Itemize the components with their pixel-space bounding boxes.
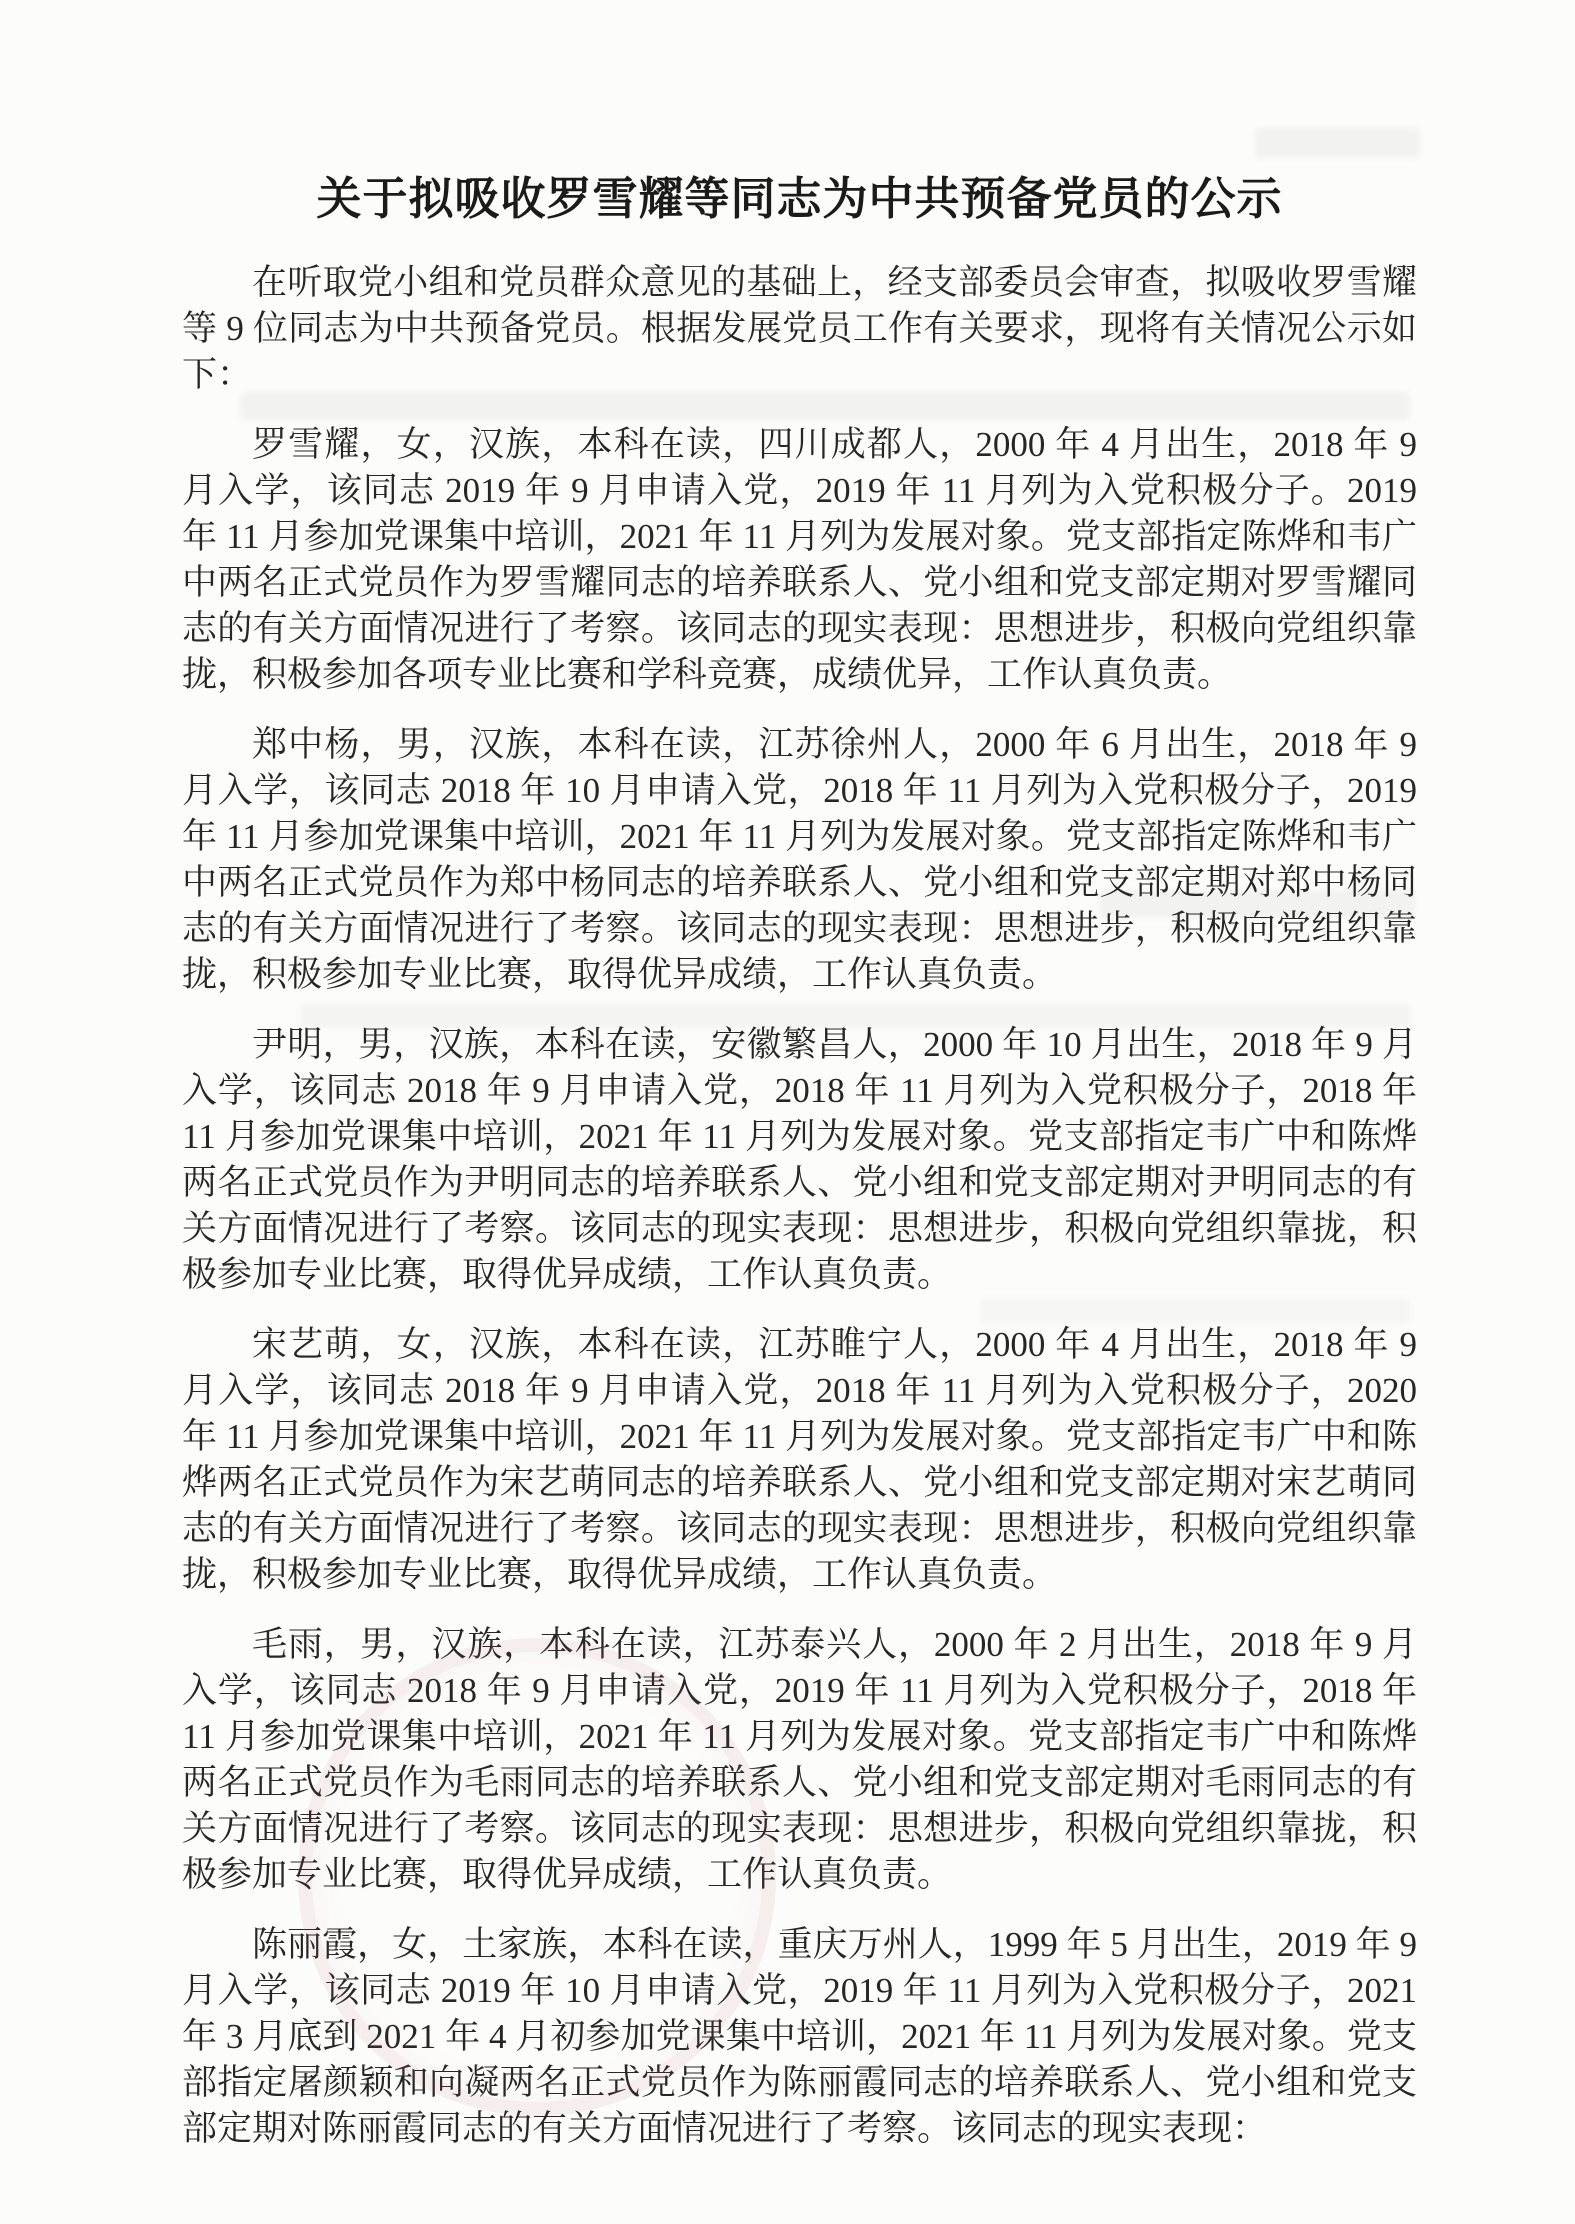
profile-paragraph-chen-lixia: 陈丽霞，女，土家族，本科在读，重庆万州人，1999 年 5 月出生，2019 年 9 月入学，该同志 2019 年 10 月申请入党，2019 年 11 月列为入党积极分子，2021 年 3 月底到 2021 年 4 月初参加党课集中培训，2021 年 11 月列为发展对象。党支部指定屠颜颖和向凝两名正式党员作为陈丽霞同志的培养联系人、党小组和党支部定期对陈丽霞同志的有关方面情况进行了考察。该同志的现实表现：: [182, 1925, 1417, 2148]
profile-paragraph-luo-xueyao: 罗雪耀，女，汉族，本科在读，四川成都人，2000 年 4 月出生，2018 年 9 月入学，该同志 2019 年 9 月申请入党，2019 年 11 月列为入党积极分子。2019 年 11 月参加党课集中培训，2021 年 11 月列为发展对象。党支部指定陈烨和韦广中两名正式党员作为罗雪耀同志的培养联系人、党小组和党支部定期对罗雪耀同志的有关方面情况进行了考察。该同志的现实表现：思想进步，积极向党组织靠拢，积极参加各项专业比赛和学科竞赛，成绩优异，工作认真负责。: [182, 425, 1417, 694]
profile-paragraph-mao-yu: 毛雨，男，汉族，本科在读，江苏泰兴人，2000 年 2 月出生，2018 年 9 月入学，该同志 2018 年 9 月申请入党，2019 年 11 月列为入党积极分子，2018 年 11 月参加党课集中培训，2021 年 11 月列为发展对象。党支部指定韦广中和陈烨两名正式党员作为毛雨同志的培养联系人、党小组和党支部定期对毛雨同志的有关方面情况进行了考察。该同志的现实表现：思想进步，积极向党组织靠拢，积极参加专业比赛，取得优异成绩，工作认真负责。: [182, 1625, 1417, 1894]
profile-paragraph-zheng-zhongyang: 郑中杨，男，汉族，本科在读，江苏徐州人，2000 年 6 月出生，2018 年 9 月入学，该同志 2018 年 10 月申请入党，2018 年 11 月列为入党积极分子，2019 年 11 月参加党课集中培训，2021 年 11 月列为发展对象。党支部指定陈烨和韦广中两名正式党员作为郑中杨同志的培养联系人、党小组和党支部定期对郑中杨同志的有关方面情况进行了考察。该同志的现实表现：思想进步，积极向党组织靠拢，积极参加专业比赛，取得优异成绩，工作认真负责。: [182, 725, 1417, 994]
intro-paragraph: 在听取党小组和党员群众意见的基础上，经支部委员会审查，拟吸收罗雪耀等 9 位同志为中共预备党员。根据发展党员工作有关要求，现将有关情况公示如下：: [182, 263, 1417, 394]
profile-paragraph-yin-ming: 尹明，男，汉族，本科在读，安徽繁昌人，2000 年 10 月出生，2018 年 9 月入学，该同志 2018 年 9 月申请入党，2018 年 11 月列为入党积极分子，2018 年 11 月参加党课集中培训，2021 年 11 月列为发展对象。党支部指定韦广中和陈烨两名正式党员作为尹明同志的培养联系人、党小组和党支部定期对尹明同志的有关方面情况进行了考察。该同志的现实表现：思想进步，积极向党组织靠拢，积极参加专业比赛，取得优异成绩，工作认真负责。: [182, 1025, 1417, 1294]
profile-paragraph-song-yimeng: 宋艺萌，女，汉族，本科在读，江苏睢宁人，2000 年 4 月出生，2018 年 9 月入学，该同志 2018 年 9 月申请入党，2018 年 11 月列为入党积极分子，2020 年 11 月参加党课集中培训，2021 年 11 月列为发展对象。党支部指定韦广中和陈烨两名正式党员作为宋艺萌同志的培养联系人、党小组和党支部定期对宋艺萌同志的有关方面情况进行了考察。该同志的现实表现：思想进步，积极向党组织靠拢，积极参加专业比赛，取得优异成绩，工作认真负责。: [182, 1325, 1417, 1594]
document-title: 关于拟吸收罗雪耀等同志为中共预备党员的公示: [316, 173, 1283, 224]
bleedthrough-artifact: [980, 1298, 1410, 1324]
bleedthrough-artifact: [1255, 128, 1420, 158]
